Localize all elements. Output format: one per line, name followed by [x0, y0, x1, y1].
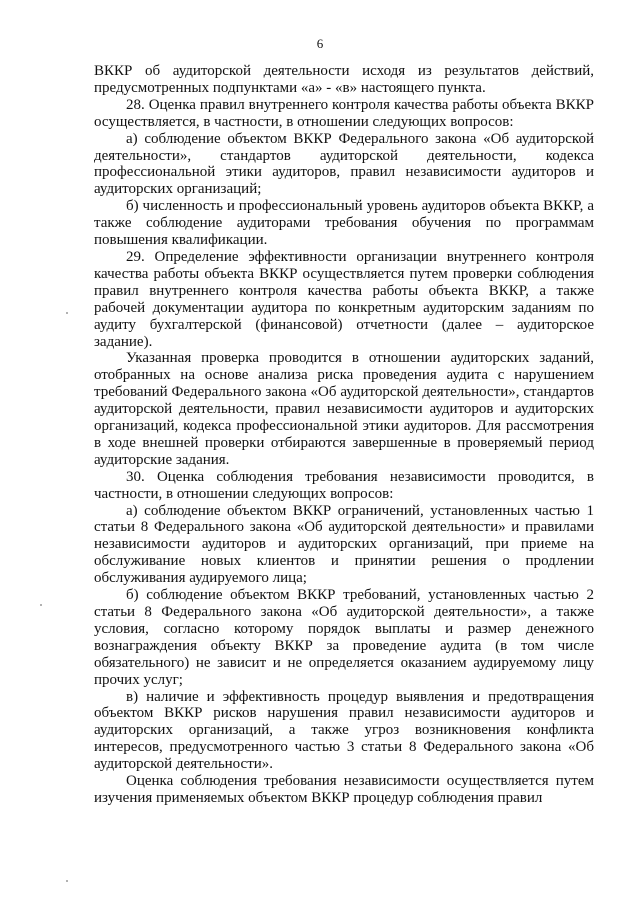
paragraph-item-30-c: в) наличие и эффективность процедур выявления и предотвращения объектом ВККР рисков нарушения правил независимости аудиторов и аудиторских организаций, а также угроз возникновения конфликта интересов, предусмотренного частью 3 статьи 8 Федерального закона «Об аудиторской деятельности».: [94, 688, 594, 773]
scan-speck: [66, 312, 68, 314]
scan-speck: [66, 880, 68, 882]
paragraph-item-30-a: а) соблюдение объектом ВККР ограничений, установленных частью 1 статьи 8 Федерального закона «Об аудиторской деятельности» и правилами независимости аудиторов и аудиторских организаций, при приеме на обслуживание новых клиентов и принятии решения о продлении обслуживания аудируемого лица;: [94, 502, 594, 587]
page-number: 6: [316, 36, 324, 51]
document-body: [94, 63, 594, 807]
paragraph-item-30-b: б) соблюдение объектом ВККР требований, установленных частью 2 статьи 8 Федерального закона «Об аудиторской деятельности», а также условия, согласно которому порядок выплаты и размер денежного вознаграждения объекту ВККР за проведение аудита (в том числе обязательного) не зависит и не определяется оказанием аудируемому лицу прочих услуг;: [94, 587, 594, 688]
paragraph-item-28: 28. Оценка правил внутреннего контроля качества работы объекта ВККР осуществляется, в частности, в отношении следующих вопросов:: [94, 96, 594, 130]
paragraph-item-29: 29. Определение эффективности организации внутреннего контроля качества работы объекта ВККР осуществляется путем проверки соблюдения правил внутреннего контроля качества работы объекта ВККР, а также рабочей документации аудитора по конкретным аудиторским заданиям по аудиту бухгалтерской (финансовой) отчетности (далее – аудиторское задание).: [94, 248, 594, 350]
paragraph-continuation: ВККР об аудиторской деятельности исходя из результатов действий, предусмотренных подпунктами «а» - «в» настоящего пункта.: [94, 63, 594, 96]
paragraph-item-30: 30. Оценка соблюдения требования независимости проводится, в частности, в отношении следующих вопросов:: [94, 468, 594, 502]
scan-speck: [40, 604, 42, 606]
paragraph-item-28-b: б) численность и профессиональный уровень аудиторов объекта ВККР, а также соблюдение аудиторами требования обучения по программам повышения квалификации.: [94, 198, 594, 249]
paragraph-item-28-a: а) соблюдение объектом ВККР Федерального закона «Об аудиторской деятельности», стандартов аудиторской деятельности, кодекса профессиональной этики аудиторов, правил независимости аудиторов и аудиторских организаций;: [94, 130, 594, 198]
paragraph-independence-assessment: Оценка соблюдения требования независимости осуществляется путем изучения применяемых объектом ВККР процедур соблюдения правил: [94, 773, 594, 806]
paragraph-item-29-check: Указанная проверка проводится в отношении аудиторских заданий, отобранных на основе анализа риска проведения аудита с нарушением требований Федерального закона «Об аудиторской деятельности», стандартов аудиторской деятельности, правил независимости аудиторов и аудиторских организаций, кодекса профессиональной этики аудиторов. Для рассмотрения в ходе внешней проверки отбираются завершенные в проверяемый период аудиторские задания.: [94, 350, 594, 468]
